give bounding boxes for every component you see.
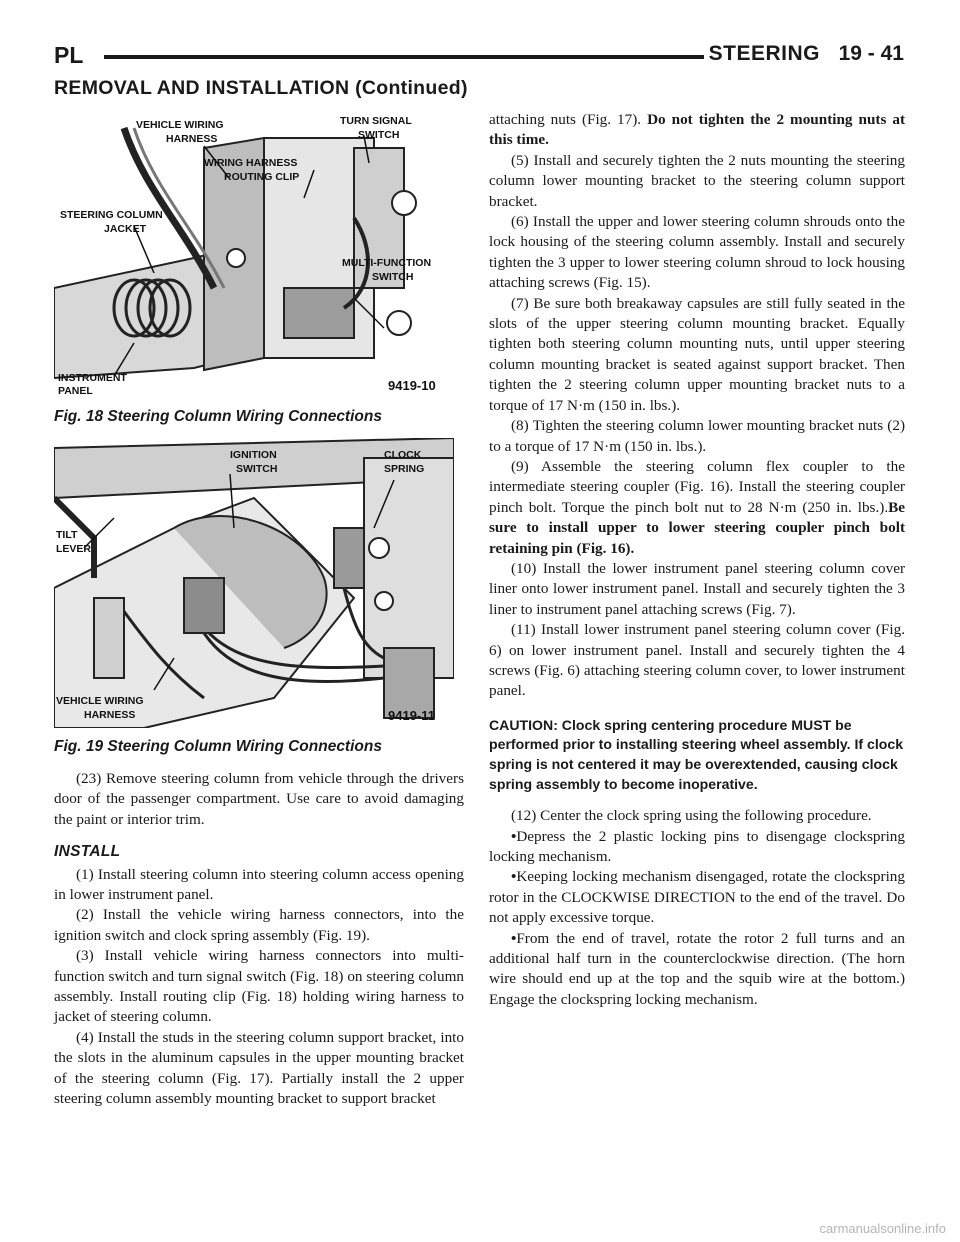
manual-code: PL (54, 42, 84, 68)
figure-18-caption: Fig. 18 Steering Column Wiring Connections (54, 408, 382, 425)
install-step-3: (3) Install vehicle wiring harness connectors into multi-function switch and turn signal switch (Fig. 18) on steering column assembly. Install routing clip (Fig. 18) holding wiring harness to jacket of steering column. (54, 947, 464, 1026)
label-turn-signal: TURN SIGNAL (340, 115, 412, 127)
figure-18 (54, 108, 464, 426)
label-ignition: IGNITION (230, 449, 277, 461)
install-heading: INSTALL (54, 843, 121, 861)
label-instrument-panel: INSTRUMENT (58, 372, 127, 384)
bullet-icon: • (511, 827, 517, 845)
label-column-jacket-2: JACKET (104, 223, 147, 235)
label-instrument-panel-2: PANEL (58, 385, 93, 397)
header-rule (104, 55, 704, 59)
install-step-9 (489, 457, 905, 559)
bullet-3 (489, 929, 905, 1011)
label-vehicle-harness: VEHICLE WIRING (56, 695, 144, 707)
bullet-2-text: Keeping locking mechanism disengaged, rotate the clockspring rotor in the CLOCKWISE DIRECTION to the end of the travel. Do not apply excessive torque. (489, 868, 905, 927)
install-step-10: (10) Install the lower instrument panel steering column cover liner onto lower instrument panel. Install and securely tighten the 3 liner to instrument panel attaching screws (Fig. 7). (489, 559, 905, 618)
site-watermark: carmanualsonline.info (819, 1221, 946, 1236)
label-routing-clip-2: ROUTING CLIP (224, 171, 300, 183)
section-title: STEERING (708, 42, 820, 65)
label-clock-spring-2: SPRING (384, 463, 425, 475)
label-multi-function-2: SWITCH (372, 271, 414, 283)
figure-19-illustration (54, 438, 454, 728)
install-step-7: (7) Be sure both breakaway capsules are still fully seated in the slots of the upper steering column mounting bracket. Equally tighten both steering column mounting nuts, until upper steering column mounting bracket is seated against support bracket. Then tighten the 2 steering column upper mounting bracket nuts to a torque of 17 N·m (150 in. lbs.). (489, 294, 905, 414)
bullet-3-text: From the end of travel, rotate the rotor 2 full turns and an additional half turn in the counterclockwise direction. (The horn wire should end up at the top and the squib wire at the bottom.) Engage the clockspring locking mechanism. (489, 929, 905, 1008)
figure-18-ref: 9419-10 (388, 378, 436, 393)
bullet-2 (489, 867, 905, 928)
install-step-8: (8) Tighten the steering column lower mounting bracket nuts (2) to a torque of 17 N·m (150 in. lbs.). (489, 417, 905, 455)
install-step-11: (11) Install lower instrument panel steering column cover (Fig. 6) on lower instrument panel. Install and securely tighten the 4 screws (Fig. 6) attaching steering column cover, to lower instrument panel. (489, 621, 905, 700)
page-header (54, 42, 904, 76)
install-step-4: (4) Install the studs in the steering column support bracket, into the slots in the aluminum capsules in the upper mounting bracket of the steering column (Fig. 17). Partially install the 2 upper steering column assembly mounting bracket to support bracket (54, 1028, 464, 1108)
step-9-warning: Be sure to install upper to lower steering coupler pinch bolt retaining pin (Fig. 16). (489, 498, 905, 557)
step-23: (23) Remove steering column from vehicle through the drivers door of the passenger compartment. Use care to avoid damaging the paint or interior trim. (54, 770, 464, 828)
step-4-warning: Do not tighten the 2 mounting nuts at this time. (489, 111, 905, 149)
install-step-4-continued (489, 110, 905, 151)
label-ignition-2: SWITCH (236, 463, 278, 475)
label-tilt-lever: TILT (56, 529, 78, 541)
label-column-jacket: STEERING COLUMN (60, 209, 163, 221)
label-vehicle-wiring-harness-2: HARNESS (166, 133, 218, 145)
install-step-5: (5) Install and securely tighten the 2 nuts mounting the steering column lower mounting bracket to the steering column support bracket. (489, 151, 905, 210)
label-vehicle-harness-2: HARNESS (84, 709, 136, 721)
label-routing-clip: WIRING HARNESS (204, 157, 298, 169)
figure-18-illustration (54, 108, 454, 398)
label-multi-function: MULTI-FUNCTION (342, 257, 432, 269)
install-step-12: (12) Center the clock spring using the following procedure. (511, 807, 872, 825)
figure-19-caption: Fig. 19 Steering Column Wiring Connections (54, 738, 382, 755)
left-column (54, 769, 464, 1110)
page-number: 19 - 41 (838, 42, 904, 65)
figure-19 (54, 438, 464, 756)
caution-note: CAUTION: Clock spring centering procedure MUST be performed prior to installing steering wheel assembly. If clock spring is not centered it may be overextended, causing clock spring assembly to become inoperative. (489, 716, 904, 792)
bullet-1 (489, 827, 905, 868)
label-turn-signal-2: SWITCH (358, 129, 400, 141)
bullet-icon: • (511, 929, 517, 947)
label-tilt-lever-2: LEVER (56, 543, 92, 555)
section-subheading: REMOVAL AND INSTALLATION (Continued) (54, 77, 468, 99)
figure-19-ref: 9419-11 (388, 708, 435, 723)
install-step-1: (1) Install steering column into steering column access opening in lower instrument panel. (54, 865, 464, 904)
bullet-1-text: Depress the 2 plastic locking pins to disengage clockspring locking mechanism. (489, 827, 905, 865)
install-step-6: (6) Install the upper and lower steering column shrouds onto the lock housing of the steering column assembly. Install and securely tighten the 3 upper to lower steering column shroud to lock housing attaching screws (Fig. 15). (489, 213, 905, 292)
install-step-2: (2) Install the vehicle wiring harness connectors, into the ignition switch and clock spring assembly (Fig. 19). (54, 906, 464, 944)
step-4-continued-text: attaching nuts (Fig. 17). (489, 111, 642, 128)
right-column (489, 110, 905, 1010)
label-clock-spring: CLOCK (384, 449, 422, 461)
label-vehicle-wiring-harness: VEHICLE WIRING (136, 119, 224, 131)
step-9-text: (9) Assemble the steering column flex coupler to the intermediate steering coupler (Fig. 16). Install the steering coupler pinch bolt. Torque the pinch bolt nut to 28 N·m (250 in. lbs.). (489, 457, 905, 516)
bullet-icon: • (511, 868, 517, 886)
